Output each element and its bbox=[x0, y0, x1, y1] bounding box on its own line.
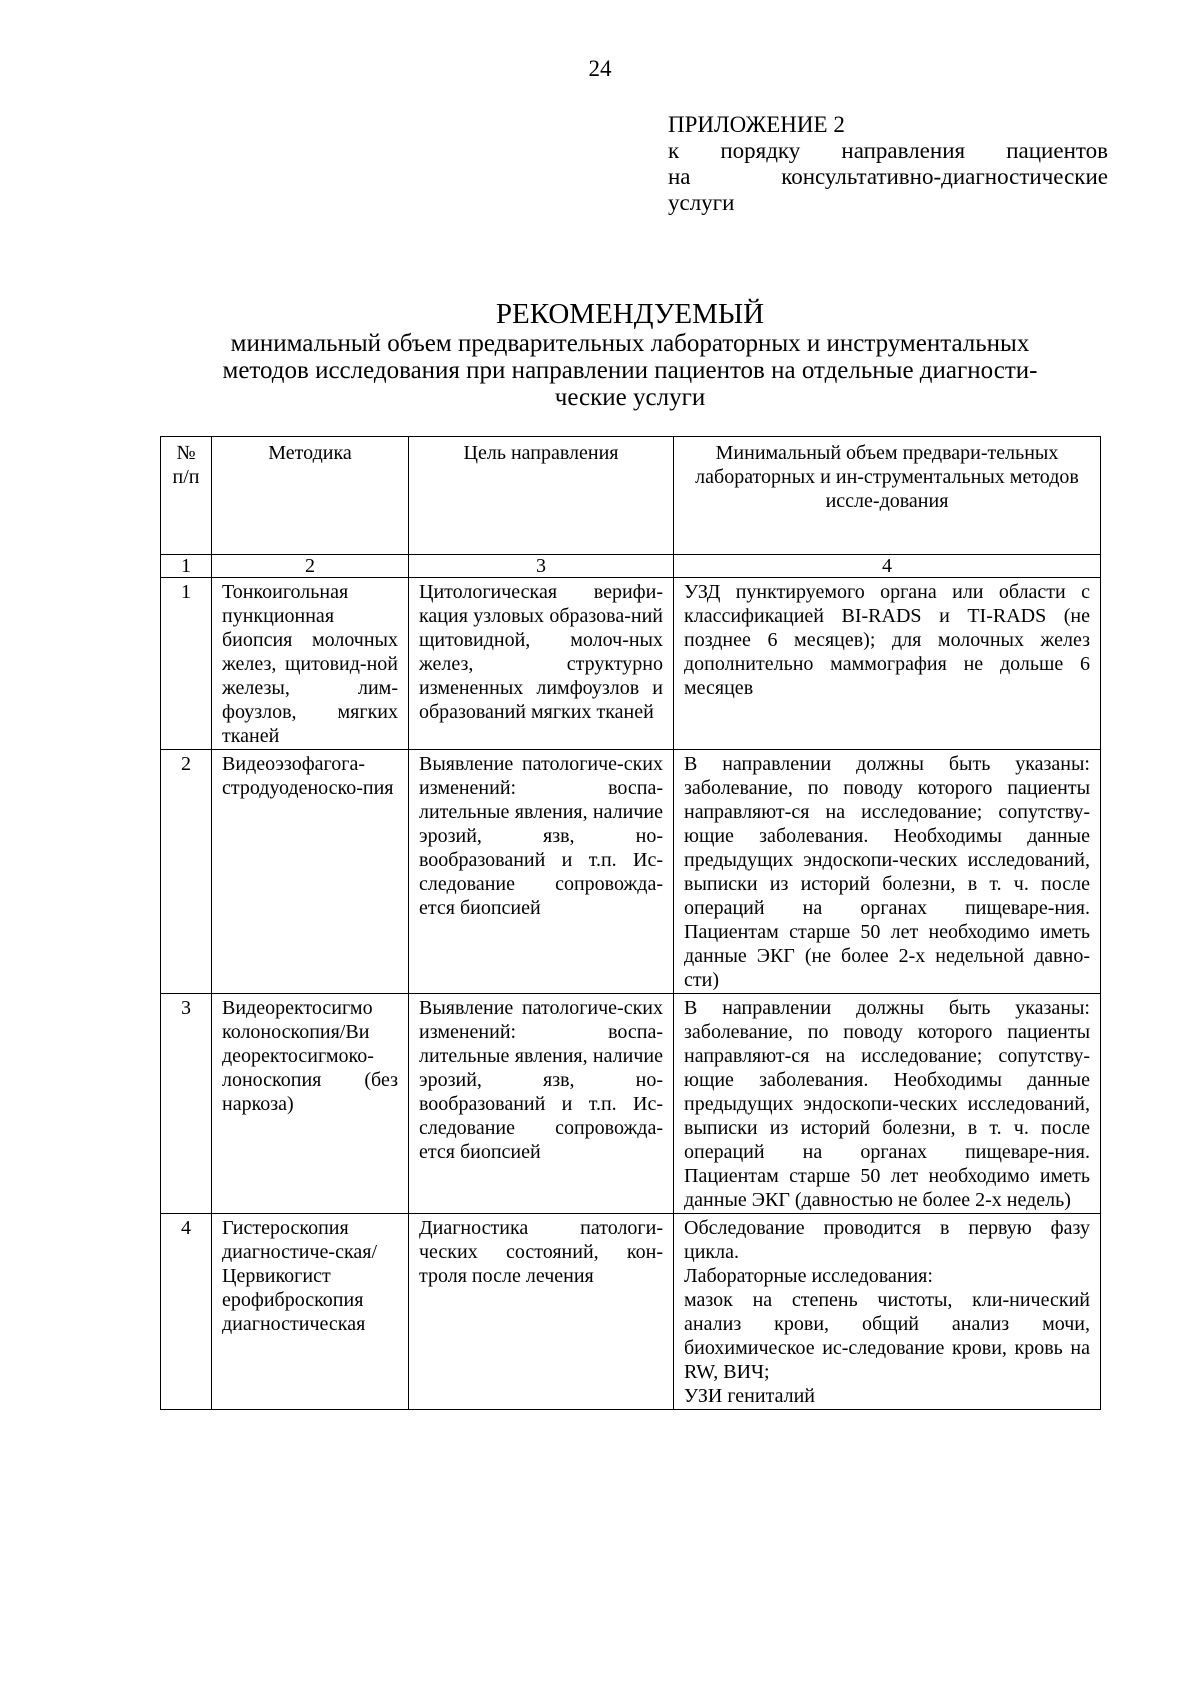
minimum-line-4: УЗИ гениталий bbox=[684, 1385, 816, 1407]
methods-table bbox=[160, 436, 1101, 1410]
appendix-line-1: к порядку направления пациентов bbox=[668, 138, 1108, 163]
table-row bbox=[161, 1214, 1101, 1410]
document-heading bbox=[160, 298, 1100, 411]
subtitle-line-3: ческие услуги bbox=[554, 384, 706, 411]
row-method: Видеоректосигмо колоноскопия/Ви деоректосигмоко-лоноскопия (без наркоза) bbox=[212, 994, 409, 1214]
row-number: 4 bbox=[161, 1214, 212, 1410]
appendix-line-3: услуги bbox=[668, 190, 735, 215]
row-purpose: Выявление патологиче-ских изменений: воспа-лительные явления, наличие эрозий, язв, но-вообразований и т.п. Ис-следование сопровожда-ется биопсией bbox=[409, 750, 674, 994]
row-purpose: Диагностика патологи-ческих состояний, кон-троля после лечения bbox=[409, 1214, 674, 1410]
minimum-line-1: Обследование проводится в первую фазу цикла. bbox=[684, 1217, 1090, 1263]
row-number: 1 bbox=[161, 578, 212, 750]
row-method: Видеоэзофагога-стродуоденоско-пия bbox=[212, 750, 409, 994]
appendix-title: ПРИЛОЖЕНИЕ 2 bbox=[668, 112, 845, 137]
row-method: Тонкоигольная пункционная биопсия молочных желез, щитовид-ной железы, лим-фоузлов, мягких тканей bbox=[212, 578, 409, 750]
row-number: 2 bbox=[161, 750, 212, 994]
column-numbers-row bbox=[161, 555, 1101, 578]
subtitle-line-2: методов исследования при направлении пациентов на отдельные диагности- bbox=[222, 357, 1038, 384]
row-purpose: Выявление патологиче-ских изменений: воспа-лительные явления, наличие эрозий, язв, но-вообразований и т.п. Ис-следование сопровожда-ется биопсией bbox=[409, 994, 674, 1214]
row-number: 3 bbox=[161, 994, 212, 1214]
table-row bbox=[161, 750, 1101, 994]
table-row bbox=[161, 578, 1101, 750]
header-purpose: Цель направления bbox=[409, 437, 674, 555]
column-number: 2 bbox=[212, 555, 409, 578]
row-minimum: УЗД пунктируемого органа или области с классификацией BI-RADS и TI-RADS (не позднее 6 месяцев); для молочных желез дополнительно маммография не дольше 6 месяцев bbox=[674, 578, 1101, 750]
column-number: 3 bbox=[409, 555, 674, 578]
row-purpose: Цитологическая верифи-кация узловых образова-ний щитовидной, молоч-ных желез, структурно измененных лимфоузлов и образований мягких тканей bbox=[409, 578, 674, 750]
table-row bbox=[161, 994, 1101, 1214]
table-header-row bbox=[161, 437, 1101, 555]
row-minimum: В направлении должны быть указаны: заболевание, по поводу которого пациенты направляют-ся на исследование; сопутству-ющие заболевания. Необходимы данные предыдущих эндоскопи-ческих исследований, выписки из историй болезни, в т. ч. после операций на органах пищеваре-ния. Пациентам старше 50 лет необходимо иметь данные ЭКГ (давностью не более 2-х недель) bbox=[674, 994, 1101, 1214]
header-number: № п/п bbox=[161, 437, 212, 555]
document-title: РЕКОМЕНДУЕМЫЙ bbox=[495, 298, 765, 330]
column-number: 4 bbox=[674, 555, 1101, 578]
minimum-line-3: мазок на степень чистоты, кли-нический анализ крови, общий анализ мочи, биохимическое ис-следование крови, кровь на RW, ВИЧ; bbox=[684, 1289, 1090, 1383]
document-subtitle bbox=[160, 330, 1100, 411]
row-minimum bbox=[674, 1214, 1101, 1410]
row-method: Гистероскопия диагностиче-ская/Цервикогист ерофиброскопия диагностическая bbox=[212, 1214, 409, 1410]
row-minimum: В направлении должны быть указаны: заболевание, по поводу которого пациенты направляют-ся на исследование; сопутству-ющие заболевания. Необходимы данные предыдущих эндоскопи-ческих исследований, выписки из историй болезни, в т. ч. после операций на органах пищеваре-ния. Пациентам старше 50 лет необходимо иметь данные ЭКГ (не более 2-х недельной давно-сти) bbox=[674, 750, 1101, 994]
header-method: Методика bbox=[212, 437, 409, 555]
header-minimum: Минимальный объем предвари-тельных лабораторных и ин-струментальных методов иссле-дования bbox=[674, 437, 1101, 555]
appendix-line-2: на консультативно-диагностические bbox=[668, 164, 1108, 189]
page-number: 24 bbox=[588, 56, 612, 81]
appendix-block bbox=[668, 112, 1108, 216]
subtitle-line-1: минимальный объем предварительных лабораторных и инструментальных bbox=[230, 330, 1030, 357]
column-number: 1 bbox=[161, 555, 212, 578]
minimum-line-2: Лабораторные исследования: bbox=[684, 1265, 933, 1287]
